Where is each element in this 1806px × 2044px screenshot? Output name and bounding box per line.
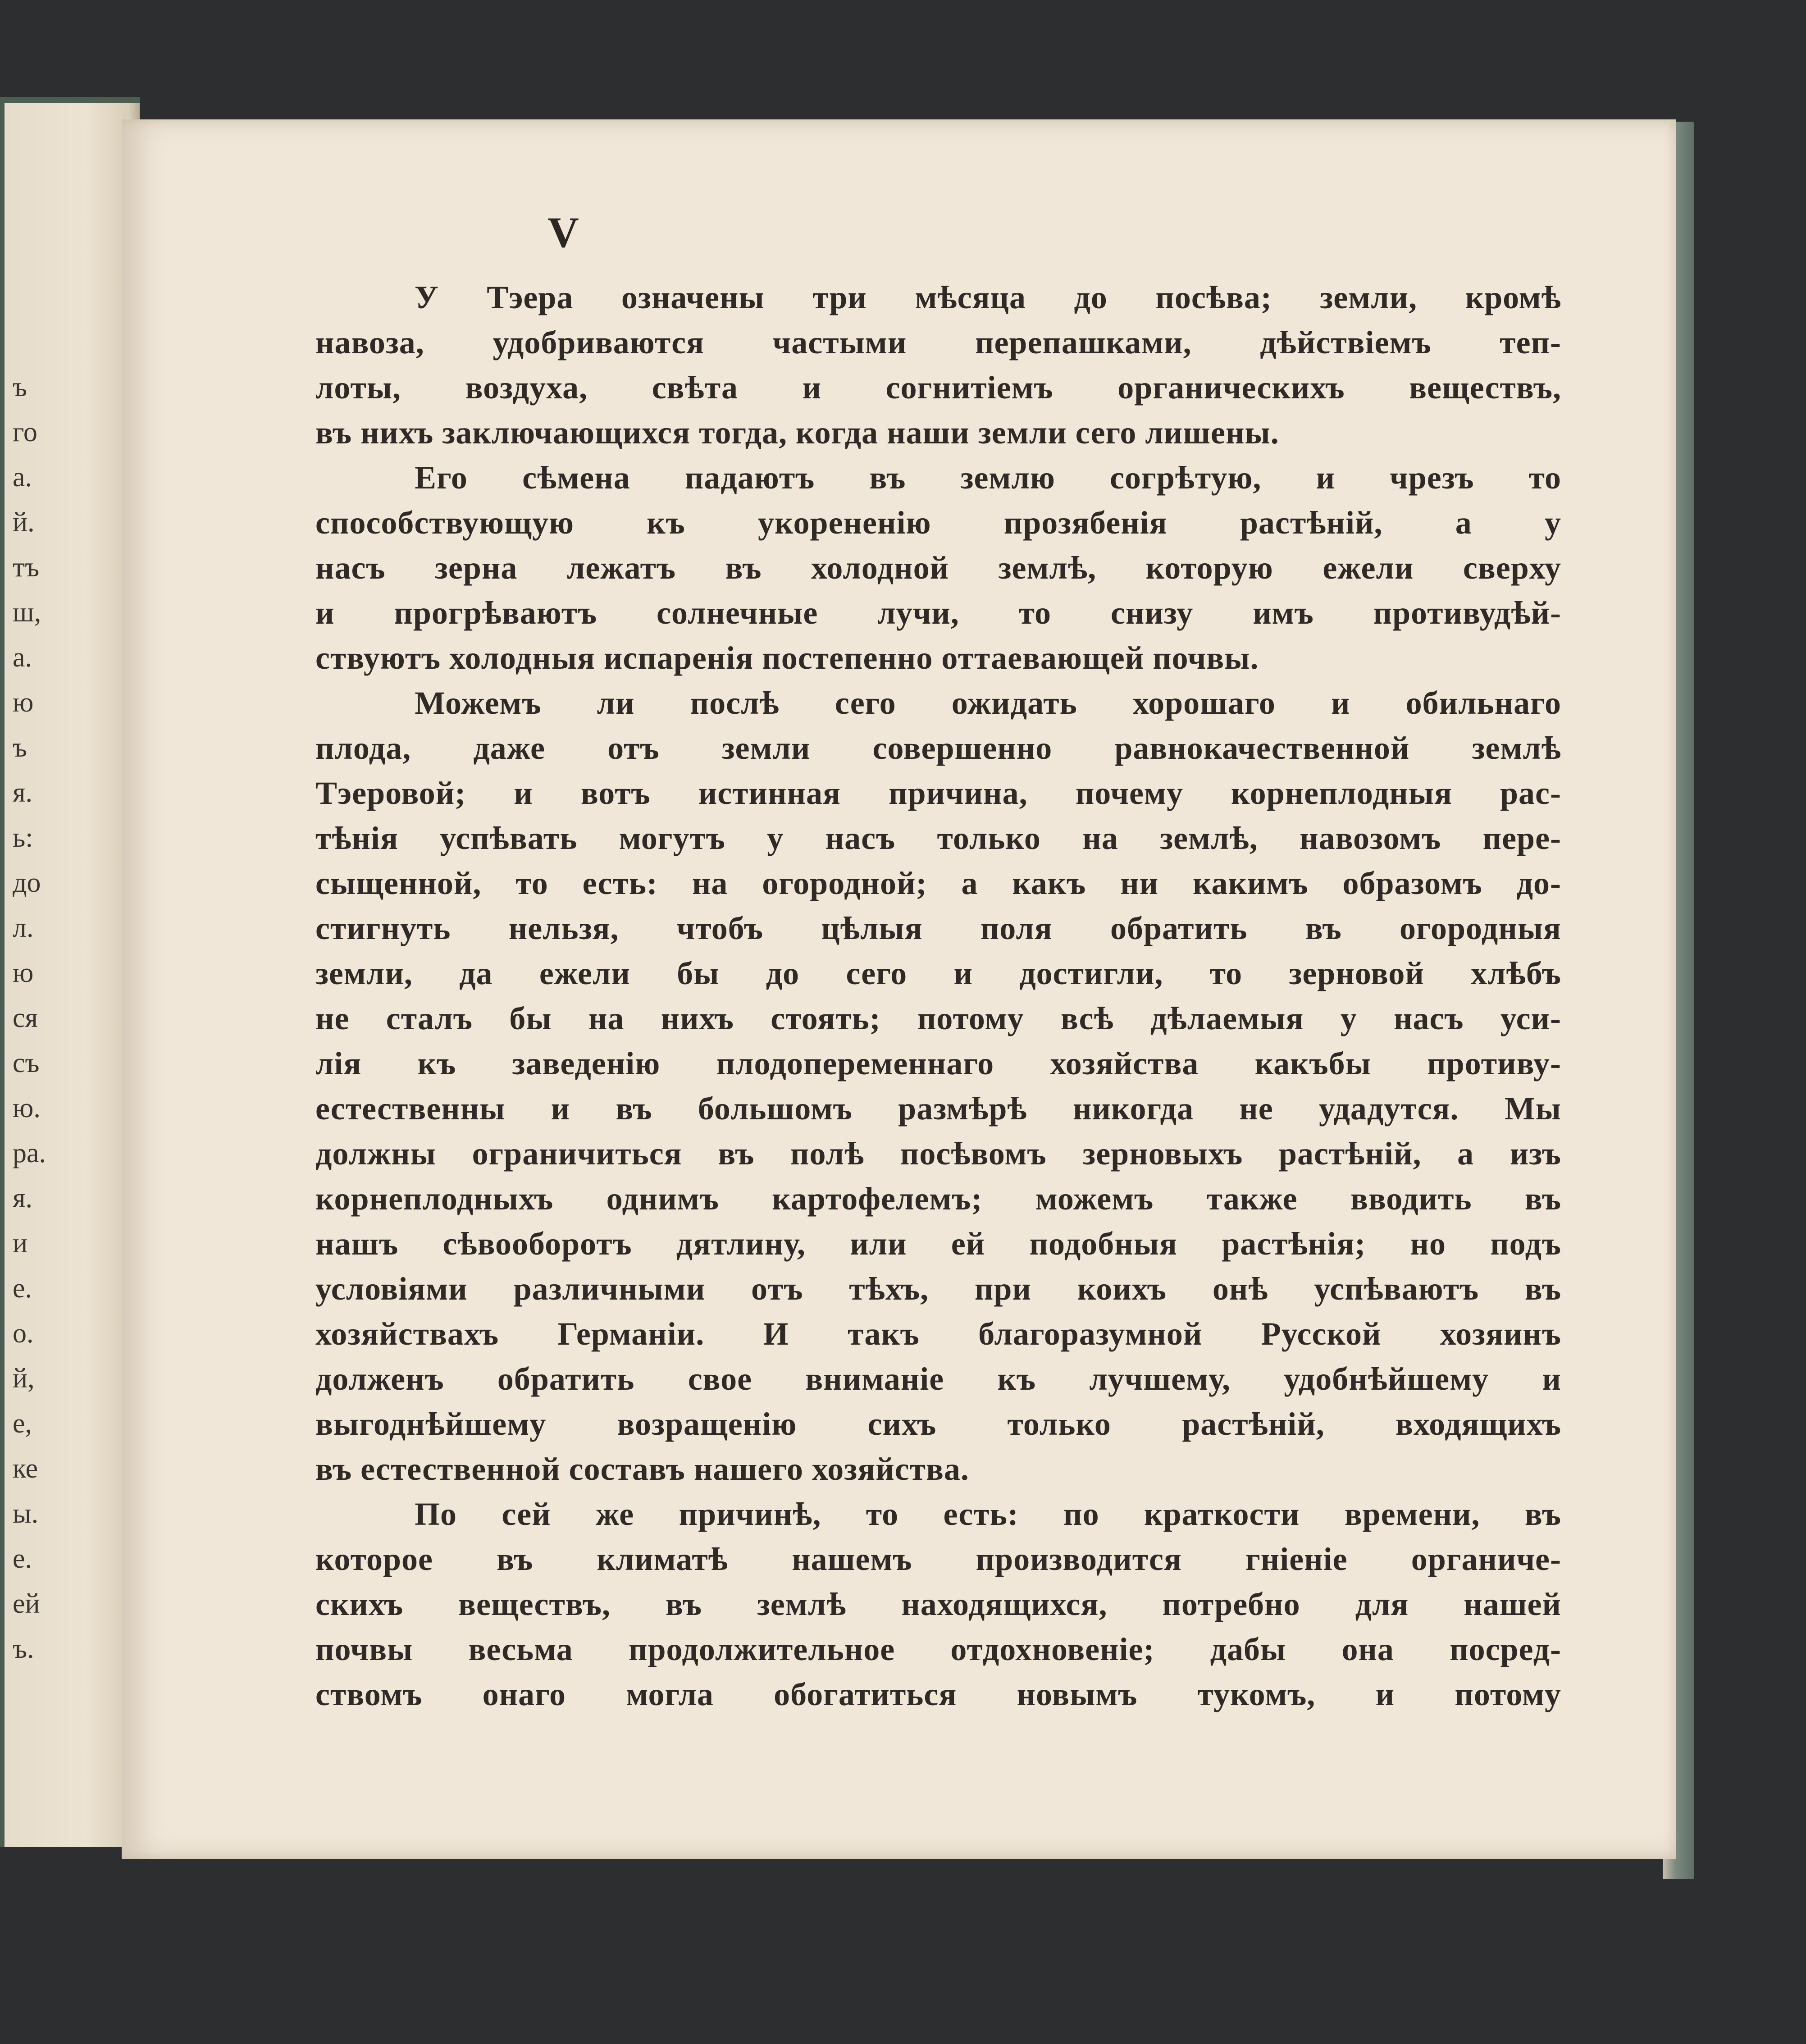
text-line: долженъ обратить свое вниманіе къ лучшему, удобнѣйшему и <box>315 1361 1561 1397</box>
text-line: ствуютъ холодныя испаренія постепенно оттаевающей почвы. <box>315 640 1259 676</box>
text-line: корнеплодныхъ однимъ картофелемъ; можемъ также вводить въ <box>315 1181 1561 1217</box>
text-line: и прогрѣваютъ солнечные лучи, то снизу имъ противудѣй- <box>315 595 1561 631</box>
text-line: ствомъ онаго могла обогатиться новымъ тукомъ, и потому <box>315 1676 1561 1712</box>
text-line: Тэеровой; и вотъ истинная причина, почему корнеплодныя рас- <box>315 775 1561 811</box>
body-text <box>315 275 1561 1717</box>
left-fragment: ы. <box>13 1498 39 1529</box>
left-fragment: до <box>13 867 41 898</box>
text-line: сыщенной, то есть: на огородной; а какъ ни какимъ образомъ до- <box>315 865 1561 901</box>
text-line: стигнуть нельзя, чтобъ цѣлыя поля обратить въ огородныя <box>315 910 1561 946</box>
text-line: насъ зерна лежатъ въ холодной землѣ, которую ежели сверху <box>315 550 1561 586</box>
text-line: выгоднѣйшему возращенію сихъ только растѣній, входящихъ <box>315 1406 1561 1442</box>
book-page <box>122 119 1676 1859</box>
left-fragment: ш, <box>13 597 41 628</box>
text-line: лоты, воздуха, свѣта и согнитіемъ органическихъ веществъ, <box>315 370 1561 406</box>
text-line: способствующую къ укорененію прозябенія растѣній, а у <box>315 505 1561 541</box>
text-line: тѣнія успѣвать могутъ у насъ только на землѣ, навозомъ пере- <box>315 820 1561 856</box>
page-number: V <box>547 208 579 256</box>
text-line: Его сѣмена падаютъ въ землю согрѣтую, и чрезъ то <box>415 460 1561 496</box>
left-fragment: й, <box>13 1363 35 1394</box>
text-line: должны ограничиться въ полѣ посѣвомъ зерновыхъ растѣній, а изъ <box>315 1136 1561 1172</box>
text-line: условіями различными отъ тѣхъ, при коихъ онѣ успѣваютъ въ <box>315 1271 1561 1307</box>
left-fragment: е. <box>13 1543 32 1574</box>
text-line: хозяйствахъ Германіи. И такъ благоразумной Русской хозяинъ <box>315 1316 1561 1352</box>
left-fragment: ю <box>13 958 34 988</box>
left-fragment: ю <box>13 687 34 718</box>
text-line: естественны и въ большомъ размѣрѣ никогда не удадутся. Мы <box>315 1090 1561 1127</box>
left-fragment: ь: <box>13 822 33 853</box>
text-line: земли, да ежели бы до сего и достигли, то зерновой хлѣбъ <box>315 955 1561 991</box>
left-fragment: ъ <box>13 732 27 763</box>
left-fragment: е. <box>13 1273 32 1304</box>
text-line: почвы весьма продолжительное отдохновеніе; дабы она посред- <box>315 1631 1561 1667</box>
left-fragment: тъ <box>13 552 40 583</box>
left-fragment: о. <box>13 1318 34 1349</box>
text-line: скихъ веществъ, въ землѣ находящихся, потребно для нашей <box>315 1586 1561 1622</box>
left-fragment: ке <box>13 1453 38 1484</box>
text-line: не сталъ бы на нихъ стоять; потому всѣ дѣлаемыя у насъ уси- <box>315 1000 1561 1036</box>
left-fragment: ю. <box>13 1093 41 1123</box>
left-fragment: ъ. <box>13 1633 34 1664</box>
left-fragment: ъ <box>13 372 27 402</box>
left-fragment: й. <box>13 507 35 538</box>
left-fragment: ся <box>13 1003 38 1033</box>
left-fragment: а. <box>13 642 32 673</box>
text-line: навоза, удобриваются частыми перепашками, дѣйствіемъ теп- <box>315 324 1561 360</box>
left-fragment: а. <box>13 462 32 493</box>
left-page-edge <box>0 97 140 1847</box>
left-fragment: е, <box>13 1408 32 1439</box>
text-line: лія къ заведенію плодопеременнаго хозяйства какъбы противу- <box>315 1045 1561 1081</box>
left-fragment: я. <box>13 777 33 808</box>
left-fragment: я. <box>13 1183 33 1214</box>
text-line: въ естественной составъ нашего хозяйства. <box>315 1451 969 1487</box>
left-fragment: и <box>13 1228 28 1259</box>
text-line: По сей же причинѣ, то есть: по краткости времени, въ <box>415 1496 1561 1532</box>
left-fragment: съ <box>13 1048 40 1078</box>
text-line: У Тэера означены три мѣсяца до посѣва; земли, кромѣ <box>415 279 1561 315</box>
text-line: Можемъ ли послѣ сего ожидать хорошаго и обильнаго <box>415 685 1561 721</box>
left-fragment: ей <box>13 1588 40 1619</box>
left-fragment: го <box>13 417 37 447</box>
left-page-fragments <box>13 365 130 1671</box>
text-line: плода, даже отъ земли совершенно равнокачественной землѣ <box>315 730 1561 766</box>
text-line: нашъ сѣвооборотъ дятлину, или ей подобныя растѣнія; но подъ <box>315 1226 1561 1262</box>
left-fragment: ра. <box>13 1138 46 1168</box>
left-fragment: л. <box>13 912 34 943</box>
text-line: которое въ климатѣ нашемъ производится гніеніе органиче- <box>315 1541 1561 1577</box>
text-line: въ нихъ заключающихся тогда, когда наши земли сего лишены. <box>315 415 1279 451</box>
